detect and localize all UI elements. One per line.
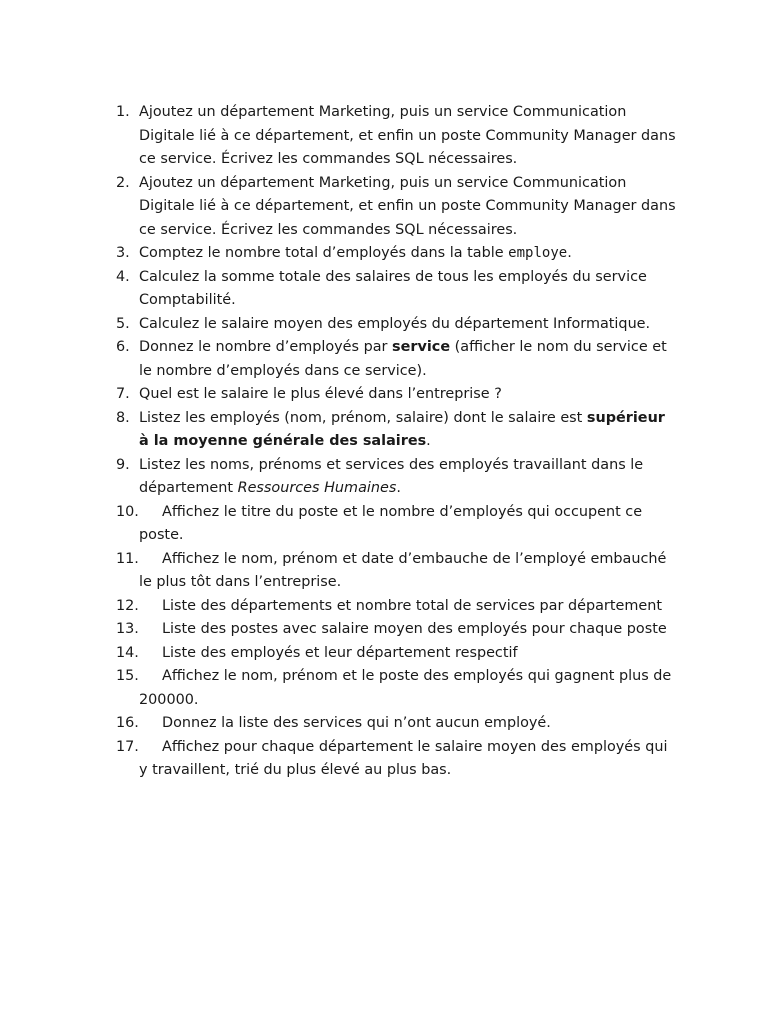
item-text: Affichez le nom, prénom et le poste des employés qui gagnent plus de 200000. bbox=[139, 668, 672, 708]
item-text-end: . bbox=[426, 433, 431, 449]
item-text: Ajoutez un département Marketing, puis un service Communication Digitale lié à ce département, et enfin un poste Community Manager dans ce service. Écrivez les commandes SQL nécessaires. bbox=[139, 174, 676, 238]
list-item bbox=[116, 407, 676, 454]
list-item bbox=[116, 242, 676, 266]
item-number: 10. bbox=[116, 503, 139, 520]
item-text: Liste des postes avec salaire moyen des employés pour chaque poste bbox=[162, 621, 667, 637]
list-item bbox=[116, 266, 676, 313]
list-item bbox=[116, 383, 676, 407]
list-item bbox=[116, 172, 676, 243]
item-text: Quel est le salaire le plus élevé dans l’entreprise ? bbox=[139, 386, 502, 402]
item-number: 16. bbox=[116, 715, 139, 731]
list-item bbox=[116, 548, 676, 595]
list-item bbox=[116, 642, 676, 666]
question-list bbox=[116, 101, 676, 783]
list-item bbox=[116, 665, 676, 712]
list-item bbox=[116, 336, 676, 383]
list-item bbox=[116, 454, 676, 501]
item-text: Calculez le salaire moyen des employés du département Informatique. bbox=[139, 315, 651, 332]
item-text-end: (afficher le nom du service et le nombre d’employés dans ce service). bbox=[139, 339, 667, 379]
item-text: Comptez le nombre total d’employés dans la table bbox=[139, 245, 509, 261]
list-item bbox=[116, 313, 676, 337]
item-number: 17. bbox=[116, 738, 139, 755]
item-number: 15. bbox=[116, 668, 139, 684]
table-name-code: employe bbox=[508, 245, 568, 261]
list-item bbox=[116, 101, 676, 172]
item-text: Affichez pour chaque département le salaire moyen des employés qui y travaillent, trié du plus élevé au plus bas. bbox=[139, 738, 668, 778]
item-text: Affichez le nom, prénom et date d’embauche de l’employé embauché le plus tôt dans l’entreprise. bbox=[139, 550, 667, 590]
item-number: 7. bbox=[116, 386, 130, 402]
emphasis-italic: Ressources Humaines bbox=[237, 480, 397, 496]
item-text: Ajoutez un département Marketing, puis un service Communication Digitale lié à ce département, et enfin un poste Community Manager dans ce service. Écrivez les commandes SQL nécessaires. bbox=[139, 104, 676, 167]
item-text-end: . bbox=[396, 480, 401, 496]
item-number: 5. bbox=[116, 315, 130, 332]
item-number: 3. bbox=[116, 245, 130, 261]
item-number: 2. bbox=[116, 174, 130, 191]
item-number: 6. bbox=[116, 339, 130, 355]
item-text: Donnez le nombre d’employés par bbox=[139, 339, 393, 355]
item-text: Liste des départements et nombre total de services par département bbox=[162, 597, 662, 614]
item-text: Calculez la somme totale des salaires de tous les employés du service Comptabilité. bbox=[139, 268, 647, 308]
item-text: Liste des employés et leur département respectif bbox=[162, 644, 518, 661]
item-number: 9. bbox=[116, 456, 130, 473]
list-item bbox=[116, 595, 676, 619]
item-text: Listez les employés (nom, prénom, salaire) dont le salaire est bbox=[139, 409, 587, 426]
item-number: 11. bbox=[116, 550, 139, 567]
list-item bbox=[116, 712, 676, 736]
item-number: 8. bbox=[116, 409, 130, 426]
emphasis-bold: supérieur à la moyenne générale des salaires bbox=[139, 409, 665, 449]
emphasis-bold: service bbox=[392, 339, 451, 355]
item-text: Donnez la liste des services qui n’ont aucun employé. bbox=[162, 715, 551, 731]
list-item bbox=[116, 501, 676, 548]
item-number: 4. bbox=[116, 268, 130, 285]
item-text: Affichez le titre du poste et le nombre d’employés qui occupent ce poste. bbox=[139, 503, 643, 543]
item-number: 12. bbox=[116, 597, 139, 614]
item-text-end: . bbox=[567, 245, 572, 261]
item-number: 13. bbox=[116, 621, 139, 637]
list-item bbox=[116, 736, 676, 783]
list-item bbox=[116, 618, 676, 642]
item-number: 1. bbox=[116, 104, 130, 120]
item-text: Listez les noms, prénoms et services des employés travaillant dans le département bbox=[139, 456, 644, 496]
item-number: 14. bbox=[116, 644, 139, 661]
